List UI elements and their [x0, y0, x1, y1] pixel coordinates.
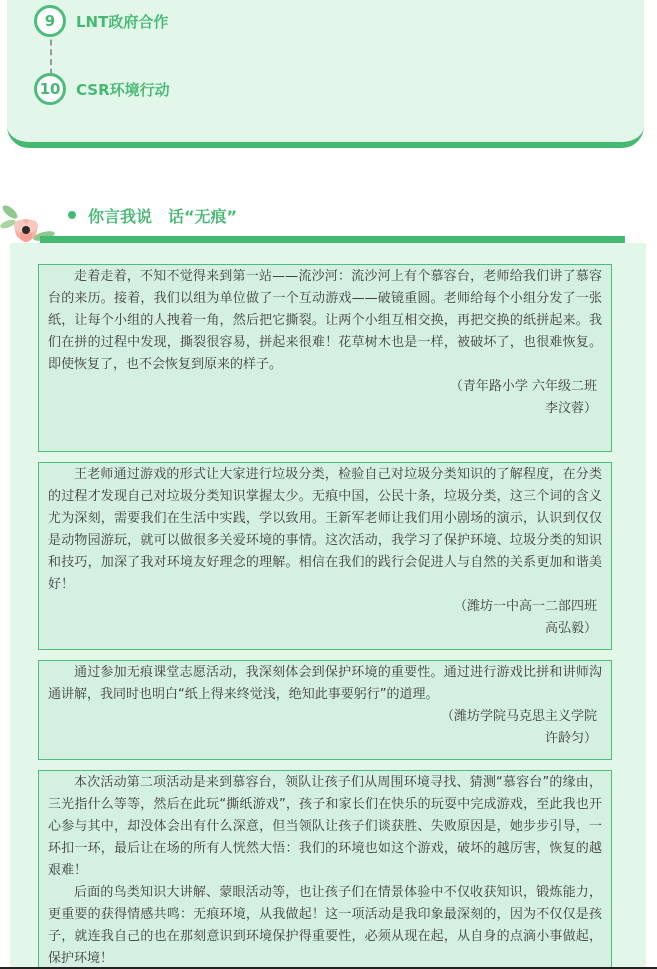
comment-text: 后面的鸟类知识大讲解、蒙眼活动等，也让孩子们在情景体验中不仅收获知识，锻炼能力，更重要的获得情感共鸣：无痕环境，从我做起！这一项活动是我印象最深刻的，因为不仅仅是孩子，就连我自己的也在那刻意识到环境保护得重要性，必须从现在起，从自身的点滴小事做起，保护环境！ [48, 885, 602, 966]
comment-author-name: 高弘毅） [544, 621, 597, 636]
outline-item-label: LNT政府合作 [76, 12, 169, 31]
comment-text: 通过参加无痕课堂志愿活动，我深刻体会到保护环境的重要性。通过进行游戏比拼和讲师沟通讲解，我同时也明白“纸上得来终觉浅，绝知此事要躬行”的道理。 [48, 665, 602, 702]
comment-text: 走着走着，不知不觉得来到第一站——流沙河：流沙河上有个慕容台，老师给我们讲了慕容台的来历。接着，我们以组为单位做了一个互动游戏——破镜重圆。老师给每个小组分发了一张纸，让每个小组的人拽着一角，然后把它撕裂。让两个小组互相交换，再把交换的纸拼起来。我们在拼的过程中发现，撕裂很容易，拼起来很难！花草树木也是一样，被破坏了，也很难恢复。即使恢复了，也不会恢复到原来的样子。 [48, 269, 602, 372]
comment-text: 王老师通过游戏的形式让大家进行垃圾分类，检验自己对垃圾分类知识的了解程度，在分类的过程才发现自己对垃圾分类知识掌握太少。无痕中国，公民十条，垃圾分类，这三个词的含义尤为深刻，需要我们在生活中实践，学以致用。王新军老师让我们用小剧场的演示，认识到仅仅是动物园游玩，就可以做很多关爱环境的事情。这次活动，我学习了保护环境、垃圾分类的知识和技巧，加深了我对环境友好理念的理解。相信在我们的践行会促进人与自然的关系更加和谐美好！ [48, 467, 602, 592]
section-title-text: 你言我说 话“无痕” [88, 206, 238, 226]
comment-author-name: 许龄匀） [544, 731, 597, 746]
comment-author-school: （潍坊学院马克思主义学院 [440, 709, 597, 724]
comment-card [38, 770, 612, 969]
outline-item-10[interactable] [34, 72, 170, 106]
section-title [68, 204, 237, 226]
comment-card [38, 660, 612, 760]
section-divider [40, 236, 625, 243]
comment-author-name: 李汶蓉） [544, 401, 597, 416]
comment-author-school: （潍坊一中高一二部四班 [453, 599, 597, 614]
comment-card [38, 264, 612, 452]
outline-item-9[interactable] [34, 4, 168, 38]
number-badge: 10 [34, 73, 66, 105]
outline-panel [7, 0, 644, 148]
outline-item-label: CSR环境行动 [76, 80, 170, 99]
comment-card [38, 462, 612, 650]
comment-author-school: （青年路小学 六年级二班 [449, 379, 597, 394]
number-badge: 9 [34, 5, 66, 37]
bullet-icon [68, 211, 76, 219]
comment-text: 本次活动第二项活动是来到慕容台，领队让孩子们从周围环境寻找、猜测“慕容台”的缘由，三光指什么等等，然后在此玩“撕纸游戏”，孩子和家长们在快乐的玩耍中完成游戏，至此我也开心参与其中，却没体会出有什么深意，但当领队让孩子们谈获胜、失败原因是，她步步引导，一环扣一环，最后让在场的所有人恍然大悟：我们的环境也如这个游戏，破坏的越厉害，恢复的越艰难！ [48, 775, 602, 878]
